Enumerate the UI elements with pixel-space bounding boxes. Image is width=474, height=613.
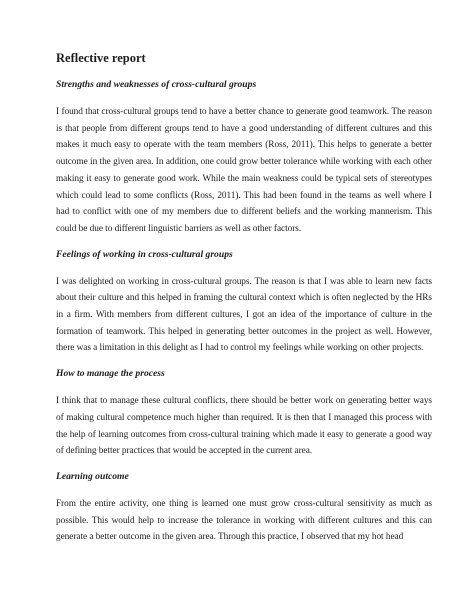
section-body-learning: From the entire activity, one thing is learned one must grow cross-cultural sensitivity as much as possible. This would help to increase the tolerance in working with different cultures and this can generate a better outcome in the given area. Through this practice, I observed that my hot head bbox=[56, 498, 432, 543]
section-body-feelings: I was delighted on working in cross-cultural groups. The reason is that I was able to learn new facts about their culture and this helped in framing the cultural context which is often neglected by the HRs in a firm. With members from different cultures, I got an idea of the importance of culture in the formation of teamwork. This helped in generating better outcomes in the project as well. However, there was a limitation in this delight as I had to control my feelings while working on other projects. bbox=[56, 276, 432, 354]
section-heading-learning: Learning outcome bbox=[56, 470, 129, 482]
document-page bbox=[56, 50, 432, 556]
document-title: Reflective report bbox=[56, 51, 146, 65]
section-heading-manage: How to manage the process bbox=[56, 368, 165, 380]
section-body-manage: I think that to manage these cultural conflicts, there should be better work on generating better ways of making cultural competence much higher than required. It is then that I managed this process with the help of learning outcomes from cross-cultural training which made it easy to generate a good way of defining better practices that would be accepted in the current area. bbox=[56, 396, 432, 457]
section-heading-strengths: Strengths and weaknesses of cross-cultural groups bbox=[56, 79, 257, 90]
section-heading-feelings: Feelings of working in cross-cultural groups bbox=[56, 248, 233, 260]
section-body-strengths: I found that cross-cultural groups tend to have a better chance to generate good teamwork. The reason is that people from different groups tend to have a good understanding of different cultures and this makes it much easy to operate with the team members (Ross, 2011). This helps to generate a better outcome in the given area. In addition, one could grow better tolerance while working with each other making it easy to generate good work. While the main weakness could be typical sets of stereotypes which could lead to some conflicts (Ross, 2011). This had been found in the teams as well where I had to conflict with one of my members due to different beliefs and the working mannerism. This could be due to different linguistic barriers as well as other factors. bbox=[56, 107, 432, 234]
